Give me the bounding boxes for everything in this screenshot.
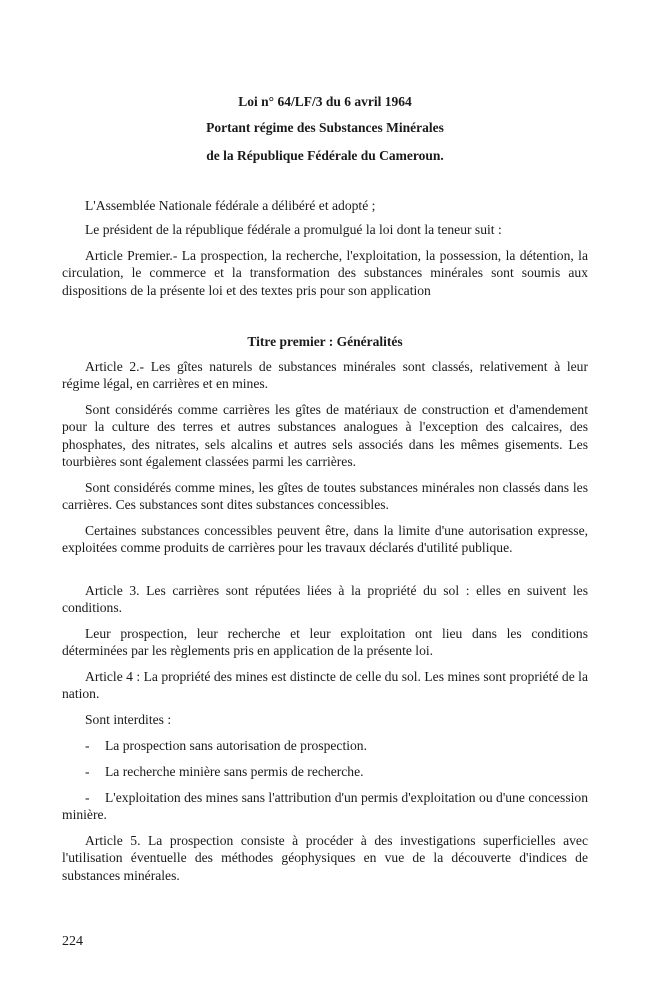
law-subtitle-country: de la République Fédérale du Cameroun. [206,148,444,163]
paragraph-mines: Sont considérés comme mines, les gîtes de toutes substances minérales non classés dans les carrières. Ces substances sont dites substances concessibles. [62,480,588,513]
paragraph-interdites: Sont interdites : [85,712,172,727]
list-dash: - [85,738,90,753]
article-3: Article 3. Les carrières sont réputées liées à la propriété du sol : elles en suivent les conditions. [62,583,588,616]
list-item-text: La recherche minière sans permis de recherche. [105,764,364,779]
preamble-paragraph: L'Assemblée Nationale fédérale a délibéré et adopté ; [85,198,376,213]
article-2: Article 2.- Les gîtes naturels de substances minérales sont classés, relativement à leur régime légal, en carrières et en mines. [62,359,588,392]
preamble-paragraph: Le président de la république fédérale a promulgué la loi dont la teneur suit : [85,222,502,237]
list-item-text: L'exploitation des mines sans l'attribution d'un permis d'exploitation ou d'une concession minière. [62,790,588,823]
law-subtitle: Portant régime des Substances Minérales [206,120,444,135]
article-4: Article 4 : La propriété des mines est distincte de celle du sol. Les mines sont propriété de la nation. [62,669,588,702]
list-dash: - [85,764,90,779]
paragraph-concessibles: Certaines substances concessibles peuvent être, dans la limite d'une autorisation expresse, exploitées comme produits de carrières pour les travaux déclarés d'utilité publique. [62,523,588,556]
law-title: Loi n° 64/LF/3 du 6 avril 1964 [238,94,412,109]
article-5: Article 5. La prospection consiste à procéder à des investigations superficielles avec l'utilisation éventuelle des méthodes géophysiques en vue de la découverte d'indices de substances minérales. [62,833,588,883]
list-dash: - [85,790,90,805]
paragraph-prospection: Leur prospection, leur recherche et leur exploitation ont lieu dans les conditions déterminées par les règlements pris en application de la présente loi. [62,626,588,659]
article-premier: Article Premier.- La prospection, la recherche, l'exploitation, la possession, la détention, la circulation, le commerce et la transformation des substances minérales sont soumis aux dispositions de la présente loi et des textes pris pour son application [62,248,588,298]
list-item-text: La prospection sans autorisation de prospection. [105,738,367,753]
paragraph-carrieres: Sont considérés comme carrières les gîtes de matériaux de construction et d'amendement pour la culture des terres et autres substances analogues à l'exception des calcaires, des phosphates, des nitrates, sels alcalins et autres sels associés dans les mêmes gisements. Les tourbières sont également classées parmi les carrières. [62,402,588,470]
list-item [62,763,588,780]
list-item [62,737,588,754]
list-item [62,789,588,824]
page-number: 224 [62,934,83,949]
section-title: Titre premier : Généralités [247,334,403,349]
